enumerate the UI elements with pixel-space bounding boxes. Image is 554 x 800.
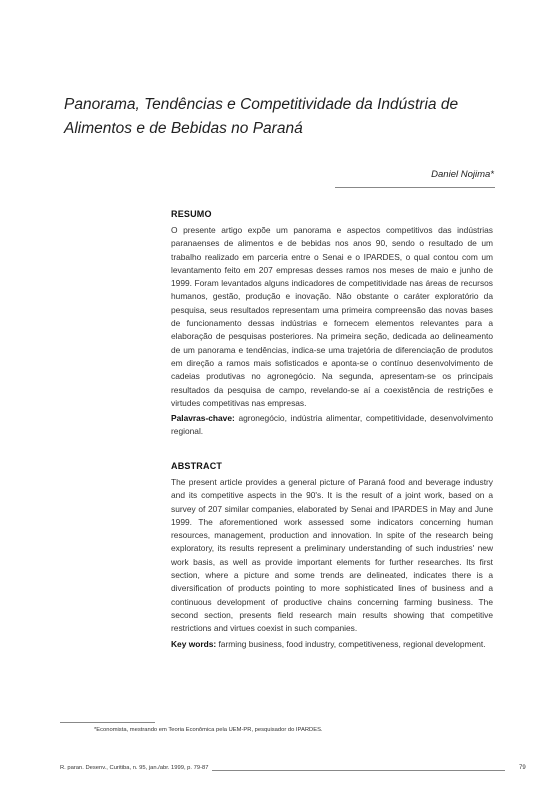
resumo-keywords-label: Palavras-chave: — [171, 413, 235, 424]
author-footnote: *Economista, mestrando em Teoria Econômica pela UEM-PR, pesquisador do IPARDES. — [94, 727, 323, 733]
journal-citation: R. paran. Desenv., Curitiba, n. 95, jan./abr. 1999, p. 79-87 — [60, 765, 209, 771]
article-title-line-2: Alimentos e de Bebidas no Paraná — [64, 120, 303, 137]
author-name: Daniel Nojima* — [431, 169, 494, 180]
abstract-section — [171, 461, 493, 651]
abstract-body: The present article provides a general picture of Paraná food and beverage industry and its competitive aspects in the 90's. It is the result of a joint work, based on a survey of 207 similar companies, elaborated by Senai and IPARDES in May and June 1999. The aforementioned work assessed some indicators concerning human resources, management, production and innovation. In spite of the research being exploratory, its results represent a preliminary understanding of such industries' new work basis, as well as provide important elements for further researches. Its first section, where a picture and some trends are delineated, indicates there is a diversification of products pointing to more sophisticated lines of business and a continuous development of productive chains concerning farming business. The second section, presents field research main results showing that competitive restrictions and virtues coexist in such companies. — [171, 477, 493, 634]
article-title — [64, 93, 494, 141]
page-number: 79 — [519, 765, 526, 771]
article-title-line-1: Panorama, Tendências e Competitividade da Indústria de — [64, 96, 459, 113]
footnote-divider — [60, 722, 155, 723]
resumo-heading: RESUMO — [171, 209, 212, 219]
resumo-keywords — [171, 412, 493, 439]
abstract-heading: ABSTRACT — [171, 461, 223, 471]
resumo-body: O presente artigo expõe um panorama e aspectos competitivos das indústrias paranaenses de alimentos e de bebidas nos anos 90, sendo o resultado de um trabalho realizado em parceria entre o Senai e o IPARDES, o qual contou com um levantamento feito em 207 empresas desses ramos nos meses de maio e junho de 1999. Foram levantados alguns indicadores de competitividade nas áreas de recursos humanos, gestão, produção e inovação. Não obstante o caráter exploratório da pesquisa, seus resultados representam uma primeira compreensão das novas bases de funcionamento dessas indústrias e fornecem elementos relevantes para a elaboração de pesquisas posteriores. Na primeira seção, dedicada ao delineamento de um panorama e tendências, indica-se uma trajetória de diferenciação de produtos em direção a ramos mais sofisticados e aponta-se o contínuo desenvolvimento de cadeias produtivas no agronegócio. Na segunda, apresentam-se os principais resultados da pesquisa de campo, revelando-se aí a coexistência de restrições e virtudes competitivas nas empresas. — [171, 225, 493, 408]
resumo-section — [171, 209, 493, 439]
abstract-keywords — [171, 638, 493, 651]
abstract-keywords-text: farming business, food industry, competitiveness, regional development. — [218, 638, 486, 649]
abstract-keywords-label: Key words: — [171, 638, 217, 649]
author-divider — [335, 187, 495, 188]
footer-divider — [212, 770, 505, 771]
resumo-keywords-text: agronegócio, indústria alimentar, competitividade, desenvolvimento regional. — [171, 413, 493, 437]
